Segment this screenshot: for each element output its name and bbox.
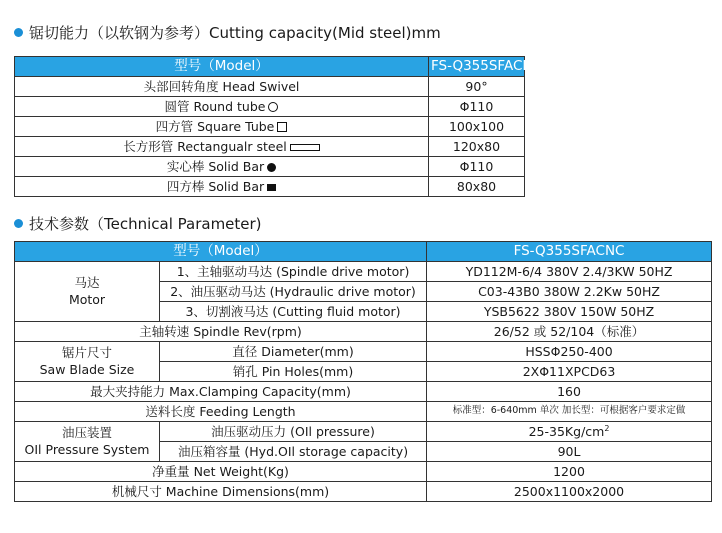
spindle-motor-label: 1、主轴驱动马达 (Spindle drive motor) [160,262,427,282]
table-row [15,77,525,97]
solid-bar-round-label: 实心棒 Solid Bar [166,158,265,174]
bullet-icon [14,219,23,228]
rectangular-steel-value: 120x80 [429,137,525,157]
table-row [15,137,525,157]
rectangular-steel-cell [15,137,429,157]
table-header-row [15,57,525,77]
blade-diameter-label: 直径 Diameter(mm) [160,342,427,362]
technical-parameter-table [14,241,712,502]
pin-holes-value: 2XΦ11XPCD63 [427,362,712,382]
table-row [15,342,712,362]
table-row [15,117,525,137]
oil-group-en: OIl Pressure System [24,441,150,457]
feeding-length-label: 送料长度 Feeding Length [15,402,427,422]
technical-parameter-title: 技术参数（Technical Parameter) [29,215,262,233]
rectangle-outline-icon [290,144,320,151]
net-weight-label: 净重量 Net Weight(Kg) [15,462,427,482]
oil-storage-value: 90L [427,442,712,462]
rectangular-steel-label: 长方形管 Rectangualr steel [123,138,287,154]
circle-outline-icon [268,102,278,112]
motor-group-en: Motor [68,291,106,307]
solid-bar-square-cell [15,177,429,197]
model-header-label: 型号（Model） [15,242,427,262]
solid-bar-square-value: 80x80 [429,177,525,197]
bullet-icon [14,28,23,37]
table-row [15,97,525,117]
blade-group-cell [15,342,160,382]
blade-group-en: Saw Blade Size [39,361,135,377]
cutting-capacity-table [14,56,542,197]
cutting-capacity-title: 锯切能力（以软钢为参考）Cutting capacity(Mid steel)mm [29,24,441,42]
solid-bar-round-cell [15,157,429,177]
square-tube-value: 100x100 [429,117,525,137]
hydraulic-motor-label: 2、油压驱动马达 (Hydraulic drive motor) [160,282,427,302]
oil-storage-label: 油压箱容量 (Hyd.OIl storage capacity) [160,442,427,462]
table-row [15,402,712,422]
head-swivel-value: 90° [429,77,525,97]
cutting-fluid-motor-label: 3、切割液马达 (Cutting fluid motor) [160,302,427,322]
table-row [15,322,712,342]
table-header-row [15,242,712,262]
motor-group-cn: 马达 [74,275,100,291]
filled-circle-icon [267,163,276,172]
oil-pressure-sup: 2 [604,423,610,433]
model-header-label: 型号（Model） [15,57,429,77]
pin-holes-label: 销孔 Pin Holes(mm) [160,362,427,382]
machine-dimensions-label: 机械尺寸 Machine Dimensions(mm) [15,482,427,502]
clamping-label: 最大夹持能力 Max.Clamping Capacity(mm) [15,382,427,402]
oil-pressure-cell [427,422,712,442]
square-outline-icon [277,122,287,132]
hydraulic-motor-value: C03-43B0 380W 2.2Kw 50HZ [427,282,712,302]
model-header-value: FS-Q355SFACNC [429,57,525,77]
round-tube-value: Φ110 [429,97,525,117]
spindle-rev-label: 主轴转速 Spindle Rev(rpm) [15,322,427,342]
square-tube-cell [15,117,429,137]
filled-square-icon [267,184,276,191]
cutting-capacity-heading [14,22,441,43]
technical-parameter-heading [14,213,262,234]
table-row [15,462,712,482]
square-tube-label: 四方管 Square Tube [155,118,275,134]
round-tube-cell [15,97,429,117]
machine-dimensions-value: 2500x1100x2000 [427,482,712,502]
motor-group-cell [15,262,160,322]
table-row [15,157,525,177]
head-swivel-label: 头部回转角度 Head Swivel [15,77,429,97]
oil-pressure-value: 25-35Kg/cm [528,423,605,439]
clamping-value: 160 [427,382,712,402]
model-header-value: FS-Q355SFACNC [427,242,712,262]
cutting-fluid-motor-value: YSB5622 380V 150W 50HZ [427,302,712,322]
feeding-length-value: 标准型：6-640mm 单次 加长型：可根据客户要求定做 [427,402,712,422]
oil-group-cn: 油压装置 [61,425,112,441]
spindle-rev-value: 26/52 或 52/104（标准） [427,322,712,342]
spindle-motor-value: YD112M-6/4 380V 2.4/3KW 50HZ [427,262,712,282]
table-row [15,262,712,282]
oil-group-cell [15,422,160,462]
round-tube-label: 圆管 Round tube [164,98,266,114]
net-weight-value: 1200 [427,462,712,482]
oil-pressure-label: 油压驱动压力 (OIl pressure) [160,422,427,442]
table-row [15,382,712,402]
table-row [15,482,712,502]
solid-bar-round-value: Φ110 [429,157,525,177]
table-row [15,422,712,442]
solid-bar-square-label: 四方棒 Solid Bar [166,178,265,194]
table-row [15,177,525,197]
blade-group-cn: 锯片尺寸 [61,345,112,361]
blade-diameter-value: HSSΦ250-400 [427,342,712,362]
